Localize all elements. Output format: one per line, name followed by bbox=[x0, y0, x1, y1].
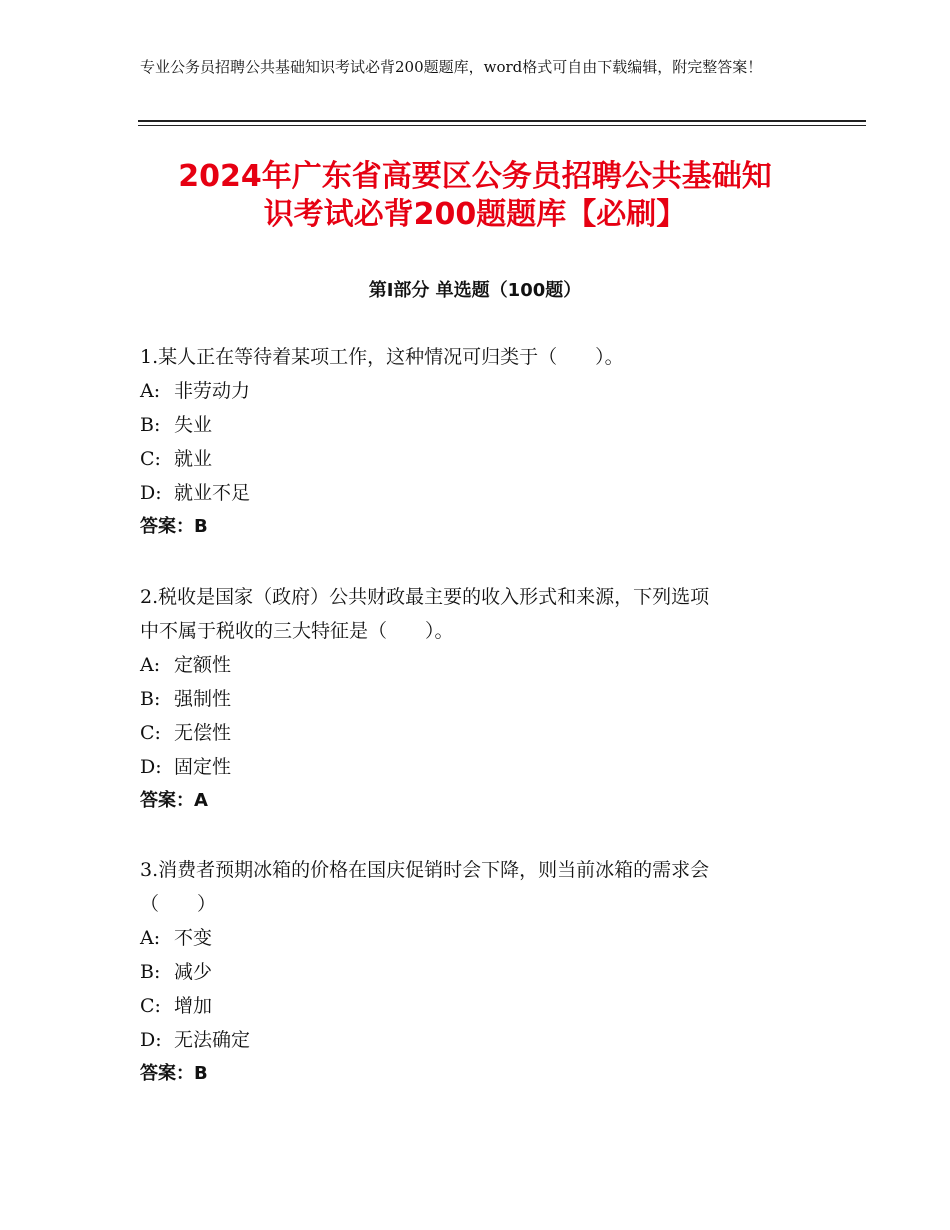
question-text: 1.某人正在等待着某项工作，这种情况可归类于（ ）。 bbox=[140, 346, 624, 368]
option-label: C: bbox=[140, 995, 161, 1017]
question-text-continued: 中不属于税收的三大特征是（ ）。 bbox=[140, 620, 454, 642]
option-c bbox=[140, 989, 820, 1023]
option-d bbox=[140, 750, 820, 784]
option-text: 定额性 bbox=[174, 654, 232, 676]
option-c bbox=[140, 716, 820, 750]
option-a bbox=[140, 921, 820, 955]
answer-text: 答案：B bbox=[140, 1063, 208, 1084]
option-b bbox=[140, 408, 820, 442]
document-title bbox=[120, 158, 830, 234]
option-label: B: bbox=[140, 414, 161, 436]
option-label: D: bbox=[140, 1029, 162, 1051]
header-rule-thin bbox=[138, 125, 866, 126]
question-text: 2.税收是国家（政府）公共财政最主要的收入形式和来源，下列选项 bbox=[140, 586, 710, 608]
option-d bbox=[140, 476, 820, 510]
header-note: 专业公务员招聘公共基础知识考试必背200题题库，word格式可自由下载编辑，附完整答案！ bbox=[140, 58, 763, 76]
question-2 bbox=[140, 580, 820, 818]
option-a bbox=[140, 648, 820, 682]
question-text-continued: （ ） bbox=[140, 893, 217, 915]
option-text: 失业 bbox=[174, 414, 213, 436]
option-text: 无偿性 bbox=[174, 722, 232, 744]
option-c bbox=[140, 442, 820, 476]
answer-text: 答案：A bbox=[140, 790, 208, 811]
option-label: D: bbox=[140, 482, 162, 504]
option-b bbox=[140, 955, 820, 989]
option-label: B: bbox=[140, 961, 161, 983]
option-text: 固定性 bbox=[174, 756, 232, 778]
answer-text: 答案：B bbox=[140, 516, 208, 537]
option-text: 减少 bbox=[174, 961, 213, 983]
title-line-1: 2024年广东省高要区公务员招聘公共基础知 bbox=[178, 159, 772, 194]
option-text: 无法确定 bbox=[174, 1029, 251, 1051]
header-rule-thick bbox=[138, 120, 866, 122]
option-d bbox=[140, 1023, 820, 1057]
option-text: 强制性 bbox=[174, 688, 232, 710]
option-label: C: bbox=[140, 722, 161, 744]
option-a bbox=[140, 374, 820, 408]
option-text: 非劳动力 bbox=[174, 380, 251, 402]
option-b bbox=[140, 682, 820, 716]
title-line-2: 识考试必背200题题库【必刷】 bbox=[263, 197, 687, 232]
question-text: 3.消费者预期冰箱的价格在国庆促销时会下降，则当前冰箱的需求会 bbox=[140, 859, 710, 881]
option-text: 增加 bbox=[174, 995, 213, 1017]
option-label: A: bbox=[140, 927, 161, 949]
option-label: A: bbox=[140, 654, 161, 676]
option-label: A: bbox=[140, 380, 161, 402]
option-text: 不变 bbox=[174, 927, 213, 949]
question-3 bbox=[140, 853, 820, 1091]
option-label: B: bbox=[140, 688, 161, 710]
option-label: D: bbox=[140, 756, 162, 778]
option-label: C: bbox=[140, 448, 161, 470]
option-text: 就业不足 bbox=[174, 482, 251, 504]
section-title: 第Ⅰ部分 单选题（100题） bbox=[368, 280, 582, 301]
option-text: 就业 bbox=[174, 448, 213, 470]
question-1 bbox=[140, 340, 820, 544]
